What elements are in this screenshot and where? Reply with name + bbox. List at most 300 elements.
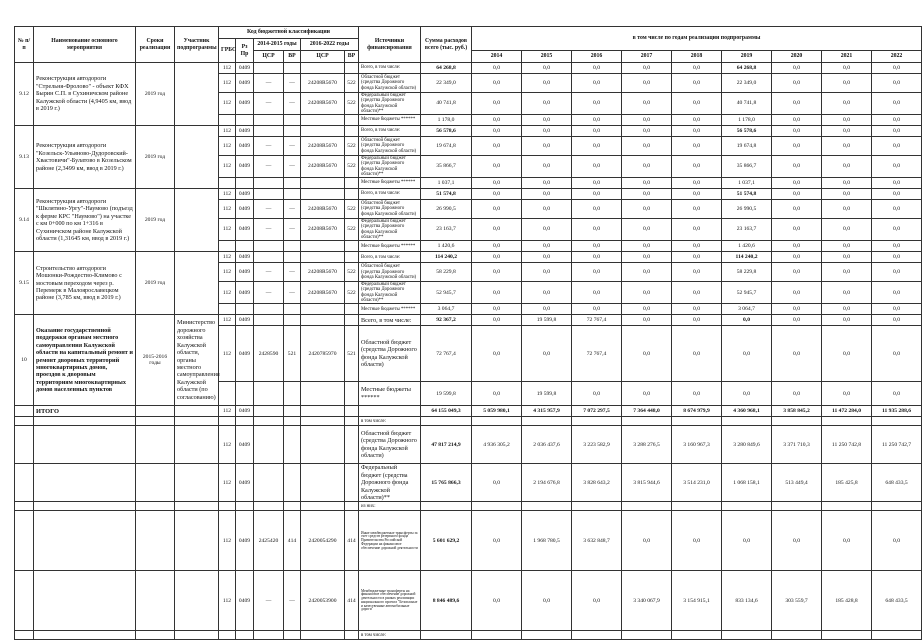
funding-source-cell: в том числе: [359,631,421,640]
year-value-cell: 0,0 [822,511,872,571]
csr-2014-cell [254,304,284,315]
empty-cell [345,426,359,464]
total-sum-cell: 1 420,6 [421,241,472,252]
csr-2014-cell: — [254,93,284,115]
empty-cell [872,631,922,640]
total-sum-cell: 5 601 629,2 [421,511,472,571]
year-value-cell: 0,0 [522,571,572,631]
year-value-cell: 0,0 [772,326,822,382]
year-value-cell: 0,0 [622,326,672,382]
year-value-cell: 72 767,4 [572,326,622,382]
col-header-source: Источники финансирования [359,27,421,63]
vr-2014-cell: — [284,219,301,241]
csr-2016-cell [301,178,345,189]
year-value-cell: 0,0 [772,511,822,571]
year-value-cell: 0,0 [672,252,722,263]
activity-name: Реконструкция автодороги "Стрельня-Фролово" - объект КФХ Бырин С.П. в Сухиничском районе Калужской области (4,9405 км, ввод в 2019 г.) [34,63,136,126]
year-value-cell: 58 229,8 [722,263,772,282]
csr-2014-cell [254,63,284,74]
year-value-cell: 0,0 [572,126,622,137]
vr-2014-cell: — [284,156,301,178]
total-sum-cell: 22 349,0 [421,74,472,93]
col-header-number: № п/п [15,27,34,63]
year-value-cell: 0,0 [672,219,722,241]
vr-2016-cell: 414 [345,511,359,571]
year-value-cell: 0,0 [672,382,722,406]
empty-cell [872,417,922,426]
year-value-cell: 0,0 [622,241,672,252]
year-value-cell: 0,0 [522,93,572,115]
empty-cell [622,502,672,511]
year-value-cell: 0,0 [872,263,922,282]
activity-participant [175,63,219,126]
funding-source-cell: Областной бюджет (средства Дорожного фонда Калужской области) [359,74,421,93]
grbs-cell [219,115,236,126]
year-value-cell: 0,0 [672,74,722,93]
csr-2014-cell: — [254,571,284,631]
vr-2016-cell: 522 [345,156,359,178]
funding-source-cell: Областной бюджет (средства Дорожного фонда Калужской области) [359,326,421,382]
year-value-cell: 833 134,6 [722,571,772,631]
empty-cell [822,502,872,511]
vr-2016-cell: 522 [345,263,359,282]
year-value-cell: 35 866,7 [722,156,772,178]
vr-2014-cell: 521 [284,326,301,382]
col-header-rzpr: Рз Пр [236,39,254,63]
total-sum-cell: 56 578,6 [421,126,472,137]
empty-cell [136,464,175,502]
rzpr-cell [236,178,254,189]
total-row [15,464,922,502]
grbs-cell: 112 [219,406,236,417]
year-value-cell: 0,0 [522,326,572,382]
year-value-cell: 0,0 [472,63,522,74]
year-value-cell: 0,0 [472,156,522,178]
funding-source-cell: Всего, в том числе: [359,126,421,137]
empty-cell [15,464,34,502]
total-row [15,406,922,417]
year-value-cell: 0,0 [472,511,522,571]
vr-2014-cell [284,382,301,406]
rzpr-cell: 0409 [236,406,254,417]
year-value-cell: 0,0 [472,74,522,93]
activity-name: Реконструкция автодороги "Шклятино-Ургу"-Наумово (подъезд к ферме КРС "Наумово") на участке с км 0+000 по км 1+316 в Сухиничском районе Калужской области (1,31645 км, ввод в 2019 г.) [34,189,136,252]
empty-cell [672,502,722,511]
rzpr-cell: 0409 [236,74,254,93]
year-value-cell: 0,0 [872,511,922,571]
activity-participant [175,406,219,417]
year-value-cell: 0,0 [572,282,622,304]
funding-source-cell: Областной бюджет (средства Дорожного фонда Калужской области) [359,200,421,219]
year-value-cell: 0,0 [872,282,922,304]
empty-cell [34,511,136,571]
vr-2014-cell [284,315,301,326]
year-value-cell: 0,0 [822,63,872,74]
total-sum-cell: 19 599,8 [421,382,472,406]
funding-source-cell: Местные бюджеты ****** [359,115,421,126]
vr-2014-cell: — [284,93,301,115]
year-value-cell: 51 574,8 [722,189,772,200]
vr-2014-cell [284,178,301,189]
activity-participant [175,252,219,315]
year-value-cell: 0,0 [572,200,622,219]
csr-2016-cell: 2420053900 [301,571,345,631]
empty-cell [219,502,236,511]
total-sum-cell: 58 229,8 [421,263,472,282]
year-value-cell: 0,0 [622,126,672,137]
vr-2014-cell [284,241,301,252]
year-value-cell: 0,0 [772,74,822,93]
year-value-cell: 0,0 [872,115,922,126]
year-value-cell: 0,0 [622,315,672,326]
vr-2014-cell [284,126,301,137]
empty-cell [301,426,345,464]
empty-cell [572,417,622,426]
vr-2016-cell [345,304,359,315]
year-value-cell: 0,0 [822,304,872,315]
year-value-cell: 0,0 [522,74,572,93]
empty-cell [254,464,284,502]
col-header-year: 2019 [722,51,772,63]
csr-2014-cell [254,315,284,326]
activity-name: Оказание государственной поддержки органам местного самоуправления Калужской области на капитальный ремонт и ремонт дворовых территорий многоквартирных домов, проездов к дворовым территориям многоквартирных домов населенных пунктов [34,315,136,406]
year-value-cell: 0,0 [522,200,572,219]
funding-source-cell: Местные бюджеты ****** [359,241,421,252]
year-value-cell: 3 858 845,2 [772,406,822,417]
year-value-cell: 11 935 288,6 [872,406,922,417]
empty-cell [872,502,922,511]
total-sum-cell: 64 155 049,3 [421,406,472,417]
year-value-cell: 0,0 [672,282,722,304]
activity-name: Строительство автодороги Мошонки-Рождество-Климово с мостовым переходом через р. Перемерк в Малоярославецком районе (3,785 км, ввод в 2019 г.) [34,252,136,315]
year-value-cell: 1 968 780,5 [522,511,572,571]
empty-cell [254,502,284,511]
year-value-cell: 0,0 [822,156,872,178]
total-sum-cell: 15 765 866,3 [421,464,472,502]
total-sum-cell: 92 367,2 [421,315,472,326]
total-sum-cell: 47 817 214,9 [421,426,472,464]
vr-2016-cell: 521 [345,326,359,382]
csr-2016-cell: 24208R5670 [301,156,345,178]
funding-source-cell: Федеральный бюджет (средства Дорожного фонда Калужской области)** [359,156,421,178]
empty-cell [572,631,622,640]
table-row [15,126,922,137]
year-value-cell: 0,0 [872,137,922,156]
empty-cell [219,631,236,640]
year-value-cell: 0,0 [622,93,672,115]
empty-cell [284,426,301,464]
activity-term: 2015-2016 годы [136,315,175,406]
funding-source-cell: Областной бюджет (средства Дорожного фонда Калужской области) [359,137,421,156]
empty-cell [175,426,219,464]
year-value-cell: 0,0 [822,326,872,382]
empty-cell [822,631,872,640]
year-value-cell: 3 340 067,9 [622,571,672,631]
year-value-cell: 0,0 [772,156,822,178]
year-value-cell: 0,0 [472,115,522,126]
total-sum-cell: 72 767,4 [421,326,472,382]
funding-source-cell: Всего, в том числе: [359,252,421,263]
grbs-cell: 112 [219,263,236,282]
col-header-year: 2020 [772,51,822,63]
row-number: 9.15 [15,252,34,315]
empty-cell [15,571,34,631]
year-value-cell: 0,0 [472,93,522,115]
empty-cell [34,631,136,640]
vr-2016-cell [345,252,359,263]
vr-2014-cell [284,189,301,200]
col-header-participant: Участник подпрограммы [175,27,219,63]
year-value-cell: 0,0 [522,126,572,137]
grbs-cell: 112 [219,189,236,200]
year-value-cell: 0,0 [572,74,622,93]
csr-2014-cell [254,406,284,417]
year-value-cell: 0,0 [672,511,722,571]
empty-cell [345,502,359,511]
empty-cell [284,631,301,640]
grbs-cell: 112 [219,426,236,464]
rzpr-cell: 0409 [236,511,254,571]
year-value-cell: 0,0 [522,282,572,304]
table-row [15,189,922,200]
activity-term: 2019 год [136,252,175,315]
total-sum-cell: 35 866,7 [421,156,472,178]
total-sum-cell: 8 846 489,6 [421,571,472,631]
empty-cell [345,631,359,640]
year-value-cell: 0,0 [822,115,872,126]
year-value-cell: 0,0 [672,137,722,156]
year-value-cell: 513 449,4 [772,464,822,502]
year-value-cell: 0,0 [772,282,822,304]
funding-source-cell: Федеральный бюджет (средства Дорожного фонда Калужской области)** [359,219,421,241]
year-value-cell: 0,0 [522,304,572,315]
year-value-cell: 0,0 [672,326,722,382]
year-value-cell: 0,0 [822,74,872,93]
grbs-cell: 112 [219,93,236,115]
grbs-cell: 112 [219,219,236,241]
year-value-cell: 0,0 [622,263,672,282]
year-value-cell: 72 767,4 [572,315,622,326]
year-value-cell: 0,0 [772,315,822,326]
col-header-terms: Сроки реализации [136,27,175,63]
csr-2016-cell: 24208R5670 [301,263,345,282]
year-value-cell: 0,0 [872,126,922,137]
total-row [15,631,922,640]
vr-2016-cell [345,241,359,252]
empty-cell [472,502,522,511]
year-value-cell: 0,0 [672,126,722,137]
vr-2016-cell [345,382,359,406]
rzpr-cell: 0409 [236,126,254,137]
funding-source-cell: Всего, в том числе: [359,63,421,74]
empty-cell [421,502,472,511]
empty-cell [822,417,872,426]
csr-2016-cell: 24208R5670 [301,282,345,304]
year-value-cell: 4 360 968,1 [722,406,772,417]
col-header-kbk: Код бюджетной классификации [219,27,359,39]
year-value-cell: 0,0 [672,63,722,74]
empty-cell [254,631,284,640]
year-value-cell: 0,0 [872,241,922,252]
empty-cell [284,502,301,511]
empty-cell [772,417,822,426]
empty-cell [175,417,219,426]
year-value-cell: 0,0 [472,126,522,137]
vr-2016-cell: 522 [345,200,359,219]
year-value-cell: 0,0 [622,178,672,189]
rzpr-cell: 0409 [236,252,254,263]
rzpr-cell: 0409 [236,315,254,326]
vr-2014-cell [284,63,301,74]
rzpr-cell: 0409 [236,200,254,219]
year-value-cell: 1 068 158,1 [722,464,772,502]
year-value-cell: 0,0 [572,304,622,315]
year-value-cell: 0,0 [472,252,522,263]
year-value-cell: 0,0 [672,156,722,178]
csr-2014-cell: — [254,263,284,282]
empty-cell [421,631,472,640]
grbs-cell: 112 [219,63,236,74]
total-row [15,571,922,631]
year-value-cell: 0,0 [472,200,522,219]
year-value-cell: 0,0 [822,263,872,282]
year-value-cell: 3 815 944,6 [622,464,672,502]
csr-2014-cell [254,178,284,189]
year-value-cell: 0,0 [472,241,522,252]
total-row [15,502,922,511]
year-value-cell: 5 059 980,1 [472,406,522,417]
year-value-cell: 0,0 [822,219,872,241]
year-value-cell: 0,0 [822,200,872,219]
empty-cell [301,502,345,511]
col-header-csr: ЦСР [301,51,345,63]
vr-2016-cell [345,63,359,74]
year-value-cell: 0,0 [522,252,572,263]
budget-table-sheet [14,26,912,640]
grbs-cell: 112 [219,571,236,631]
table-row [15,315,922,326]
empty-cell [175,502,219,511]
empty-cell [722,631,772,640]
csr-2016-cell: 2420054290 [301,511,345,571]
year-value-cell: 3 371 710,3 [772,426,822,464]
col-header-year: 2021 [822,51,872,63]
empty-cell [672,631,722,640]
total-sum-cell: 52 945,7 [421,282,472,304]
year-value-cell: 40 741,8 [722,93,772,115]
rzpr-cell [236,115,254,126]
year-value-cell: 3 160 967,3 [672,426,722,464]
total-row [15,426,922,464]
year-value-cell: 0,0 [572,156,622,178]
csr-2016-cell [301,126,345,137]
funding-source-cell: Федеральный бюджет (средства Дорожного фонда Калужской области)** [359,464,421,502]
year-value-cell: 0,0 [522,156,572,178]
csr-2016-cell [301,304,345,315]
total-sum-cell: 51 574,8 [421,189,472,200]
csr-2014-cell: — [254,219,284,241]
year-value-cell: 0,0 [622,115,672,126]
csr-2014-cell [254,189,284,200]
year-value-cell: 0,0 [872,93,922,115]
empty-cell [572,502,622,511]
csr-2016-cell: 2420785970 [301,326,345,382]
col-header-by-years: в том числе по годам реализации подпрограммы [472,27,922,51]
year-value-cell: 0,0 [572,178,622,189]
empty-cell [34,426,136,464]
empty-cell [236,631,254,640]
vr-2016-cell: 414 [345,571,359,631]
year-value-cell: 0,0 [672,189,722,200]
year-value-cell: 0,0 [522,63,572,74]
rzpr-cell: 0409 [236,137,254,156]
year-value-cell: 0,0 [622,200,672,219]
year-value-cell: 19 599,8 [522,315,572,326]
year-value-cell: 0,0 [822,252,872,263]
year-value-cell: 0,0 [672,115,722,126]
year-value-cell: 0,0 [572,93,622,115]
col-header-name: Наименование основного мероприятия [34,27,136,63]
csr-2016-cell: 24208R5670 [301,137,345,156]
vr-2014-cell [284,252,301,263]
rzpr-cell: 0409 [236,156,254,178]
empty-cell [15,417,34,426]
csr-2014-cell: — [254,156,284,178]
row-number: 10 [15,315,34,406]
empty-cell [522,502,572,511]
year-value-cell: 0,0 [872,156,922,178]
year-value-cell: 0,0 [572,571,622,631]
vr-2014-cell [284,304,301,315]
year-value-cell: 0,0 [622,63,672,74]
year-value-cell: 0,0 [872,304,922,315]
year-value-cell: 0,0 [872,63,922,74]
year-value-cell: 0,0 [522,189,572,200]
empty-cell [472,631,522,640]
col-header-vr: ВР [345,51,359,63]
year-value-cell: 0,0 [822,126,872,137]
empty-cell [136,417,175,426]
year-value-cell: 3 514 231,0 [672,464,722,502]
year-value-cell: 0,0 [722,511,772,571]
year-value-cell: 0,0 [622,511,672,571]
funding-source-cell: Федеральный бюджет (средства Дорожного фонда Калужской области)** [359,93,421,115]
total-sum-cell: 1 037,1 [421,178,472,189]
year-value-cell: 648 433,5 [872,571,922,631]
empty-cell [254,426,284,464]
row-number [15,406,34,417]
year-value-cell: 7 364 448,0 [622,406,672,417]
year-value-cell: 0,0 [572,252,622,263]
year-value-cell: 0,0 [872,219,922,241]
empty-cell [284,417,301,426]
year-value-cell: 0,0 [472,137,522,156]
year-value-cell: 0,0 [622,219,672,241]
rzpr-cell: 0409 [236,464,254,502]
empty-cell [34,502,136,511]
year-value-cell: 0,0 [572,115,622,126]
year-value-cell: 0,0 [572,219,622,241]
year-value-cell: 0,0 [672,200,722,219]
table-row [15,252,922,263]
grbs-cell: 112 [219,74,236,93]
year-value-cell: 2 036 437,6 [522,426,572,464]
year-value-cell: 0,0 [472,315,522,326]
empty-cell [136,631,175,640]
empty-cell [175,631,219,640]
col-header-vr: ВР [284,51,301,63]
year-value-cell: 0,0 [772,263,822,282]
